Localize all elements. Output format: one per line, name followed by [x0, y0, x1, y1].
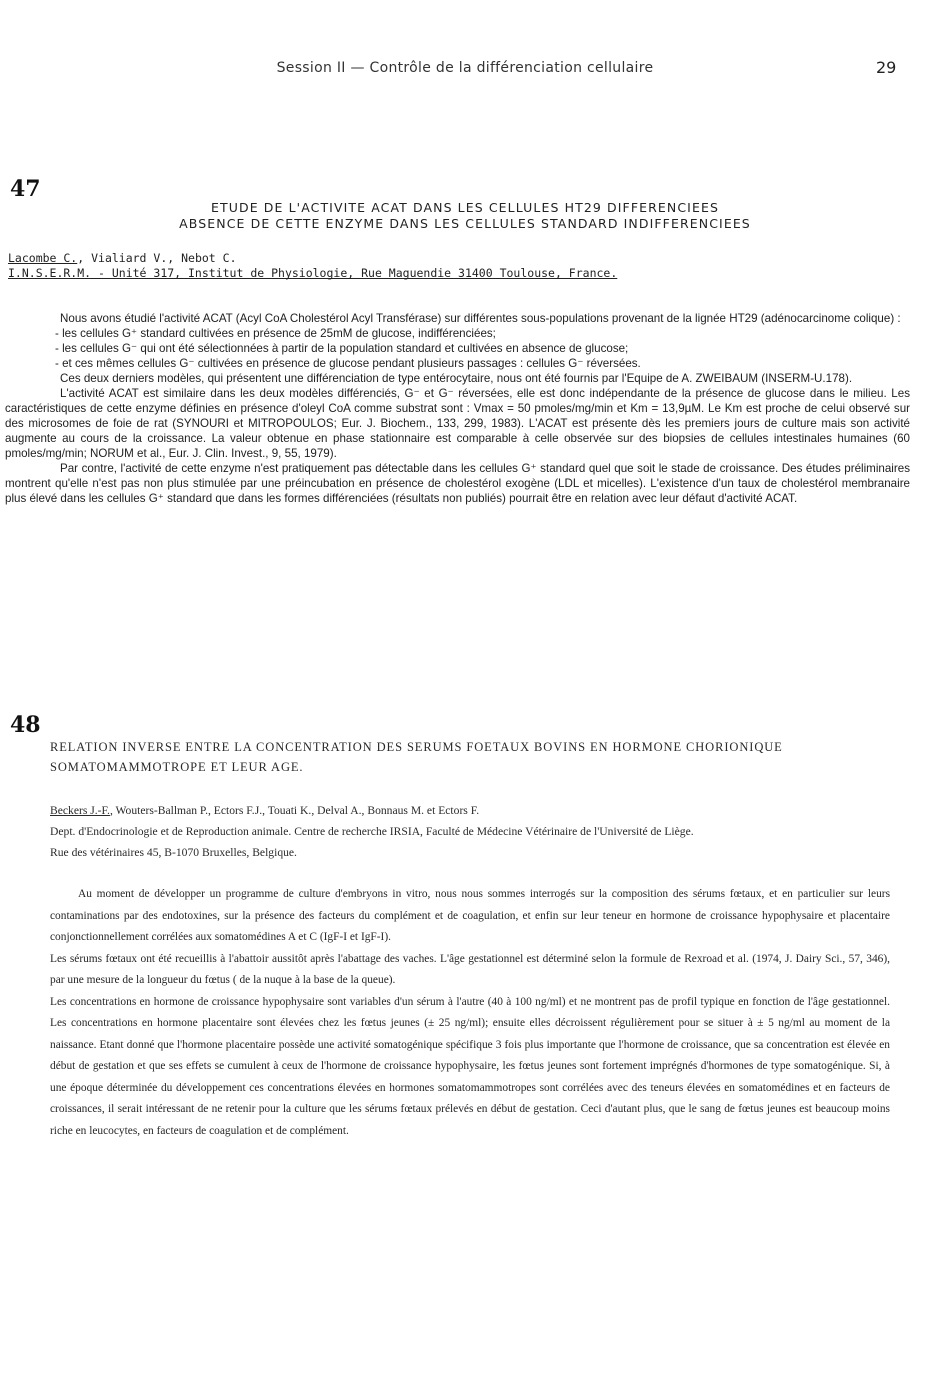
paragraph: Les sérums fœtaux ont été recueillis à l'abattoir aussitôt après l'abattage des vaches. L'âge gestationnel est déterminé selon la formule de Rexroad et al. (1974, J. Dairy Sci., 57, 346), par une mesure de la longueur du fœtus ( de la nuque à la base de la queue).	[50, 952, 890, 986]
list-item: - les cellules G⁺ standard cultivées en présence de 25mM de glucose, indifférenciées;	[55, 327, 496, 340]
abstract-number-48: 48	[10, 712, 41, 738]
abstract-48-coauthors: , Wouters-Ballman P., Ectors F.J., Touati K., Delval A., Bonnaus M. et Ectors F.	[109, 804, 480, 817]
paragraph: Nous avons étudié l'activité ACAT (Acyl CoA Cholestérol Acyl Transférase) sur différentes sous-populations provenant de la lignée HT29 (adénocarcinome colique) :	[60, 312, 901, 325]
abstract-48-affiliation-line-2: Rue des vétérinaires 45, B-1070 Bruxelles, Belgique.	[50, 846, 297, 859]
abstract-48-affiliation-line-1: Dept. d'Endocrinologie et de Reproduction animale. Centre de recherche IRSIA, Faculté de Médecine Vétérinaire de l'Université de Liège.	[50, 825, 694, 838]
paragraph: Les concentrations en hormone de croissance hypophysaire sont variables d'un sérum à l'autre (40 à 100 ng/ml) et ne montrent pas de profil typique en fonction de l'âge gestationnel. Les concentrations en hormone placentaire sont élevées chez les fœtus jeunes (± 25 ng/ml); ensuite elles décroissent régulièrement pour se situer à ± 5 ng/ml au moment de la naissance. Etant donné que l'hormone placentaire possède une activité somatogénique spécifique 3 fois plus importante que l'hormone de croissance, que sa concentration est élevée en début de gestation et que ses effets se cumulent à ceux de l'hormone de croissance hypophysaire, les fœtus jeunes sont fortement imprégnés d'hormones de type somatogénique. Si, à une époque déterminée du développement ces concentrations élevées en hormones somatomammotropes sont corrélées avec des teneurs élevées en somatomédines et en facteurs de croissances, il serait intéressant de ne retenir pour la culture que les sérums fœtaux prélevés en début de gestation. Ceci d'autant plus, que le sang de fœtus jeunes est beaucoup moins riche en leucocytes, en facteurs de coagulation et de complément.	[50, 995, 890, 1137]
list-item: - les cellules G⁻ qui ont été sélectionnées à partir de la population standard et cultivées en absence de glucose;	[55, 342, 629, 355]
abstract-47-first-author: Lacombe C.	[8, 251, 78, 265]
abstract-47-title-line-1: ETUDE DE L'ACTIVITE ACAT DANS LES CELLULES HT29 DIFFERENCIEES	[211, 200, 719, 215]
abstract-48-title: RELATION INVERSE ENTRE LA CONCENTRATION DES SERUMS FOETAUX BOVINS EN HORMONE CHORIONIQUE SOMATOMAMMOTROPE ET LEUR AGE.	[50, 740, 783, 774]
abstract-47-authors	[8, 249, 237, 267]
paragraph: Ces deux derniers modèles, qui présentent une différenciation de type entérocytaire, nous ont été fournis par l'Equipe de A. ZWEIBAUM (INSERM-U.178).	[60, 372, 853, 385]
list-item: - et ces mêmes cellules G⁻ cultivées en présence de glucose pendant plusieurs passages : cellules G⁻ réversées.	[55, 357, 641, 370]
abstract-47-coauthors: , Vialiard V., Nebot C.	[77, 251, 237, 265]
abstract-48-first-author: Beckers J.-F.	[50, 804, 110, 817]
abstract-48-authors	[50, 800, 900, 821]
running-header: Session II — Contrôle de la différenciation cellulaire	[276, 60, 654, 76]
abstract-47-title-line-2: ABSENCE DE CETTE ENZYME DANS LES CELLULES STANDARD INDIFFERENCIEES	[179, 216, 751, 231]
page-number: 29	[876, 58, 897, 77]
paragraph: L'activité ACAT est similaire dans les deux modèles différenciés, G⁻ et G⁻ réversées, elle est donc indépendante de la présence de glucose dans le milieu. Les caractéristiques de cette enzyme définies en présence d'oleyl CoA comme substrat sont : Vmax = 50 pmoles/mg/min et Km = 13,9µM. Le Km est proche de celui observé sur des microsomes de foie de rat (SYNOURI et MITROPOULOS; Eur. J. Biochem., 133, 299, 1983). L'ACAT est présente dès les premiers jours de culture mais son activité augmente au cours de la croissance. La valeur obtenue en phase stationnaire est comparable à celle observée sur des biopsies de cellules intestinales humaines (60 pmoles/mg/min; NORUM et al., Eur. J. Clin. Invest., 9, 55, 1979).	[5, 387, 910, 460]
abstract-48-body	[50, 884, 890, 1142]
abstract-number-47: 47	[10, 176, 41, 202]
paragraph: Par contre, l'activité de cette enzyme n'est pratiquement pas détectable dans les cellules G⁺ standard quel que soit le stade de croissance. Des études préliminaires montrent qu'elle n'est pas non plus stimulée par une préincubation en présence de cholestérol exogène (LDL et micelles). L'existence d'un taux de cholestérol membranaire plus élevé dans les cellules G⁺ standard que dans les formes différenciées (résultats non publiés) pourrait être en relation avec leur défaut d'activité ACAT.	[5, 462, 910, 505]
abstract-47-affiliation: I.N.S.E.R.M. - Unité 317, Institut de Physiologie, Rue Maguendie 31400 Toulouse, France.	[8, 266, 618, 280]
abstract-47-title	[60, 200, 870, 232]
abstract-48-authors-block	[50, 800, 900, 863]
paragraph: Au moment de développer un programme de culture d'embryons in vitro, nous nous sommes interrogés sur la composition des sérums fœtaux, et en particulier sur leurs contaminations par des endotoxines, sur la présence des facteurs du complément et de coagulation, et enfin sur leur teneur en hormone de croissance hypophysaire et placentaire conjonctionnellement corrélées aux somatomédines A et C (IgF-I et IgF-I).	[50, 888, 890, 943]
abstract-47-body	[5, 311, 910, 506]
